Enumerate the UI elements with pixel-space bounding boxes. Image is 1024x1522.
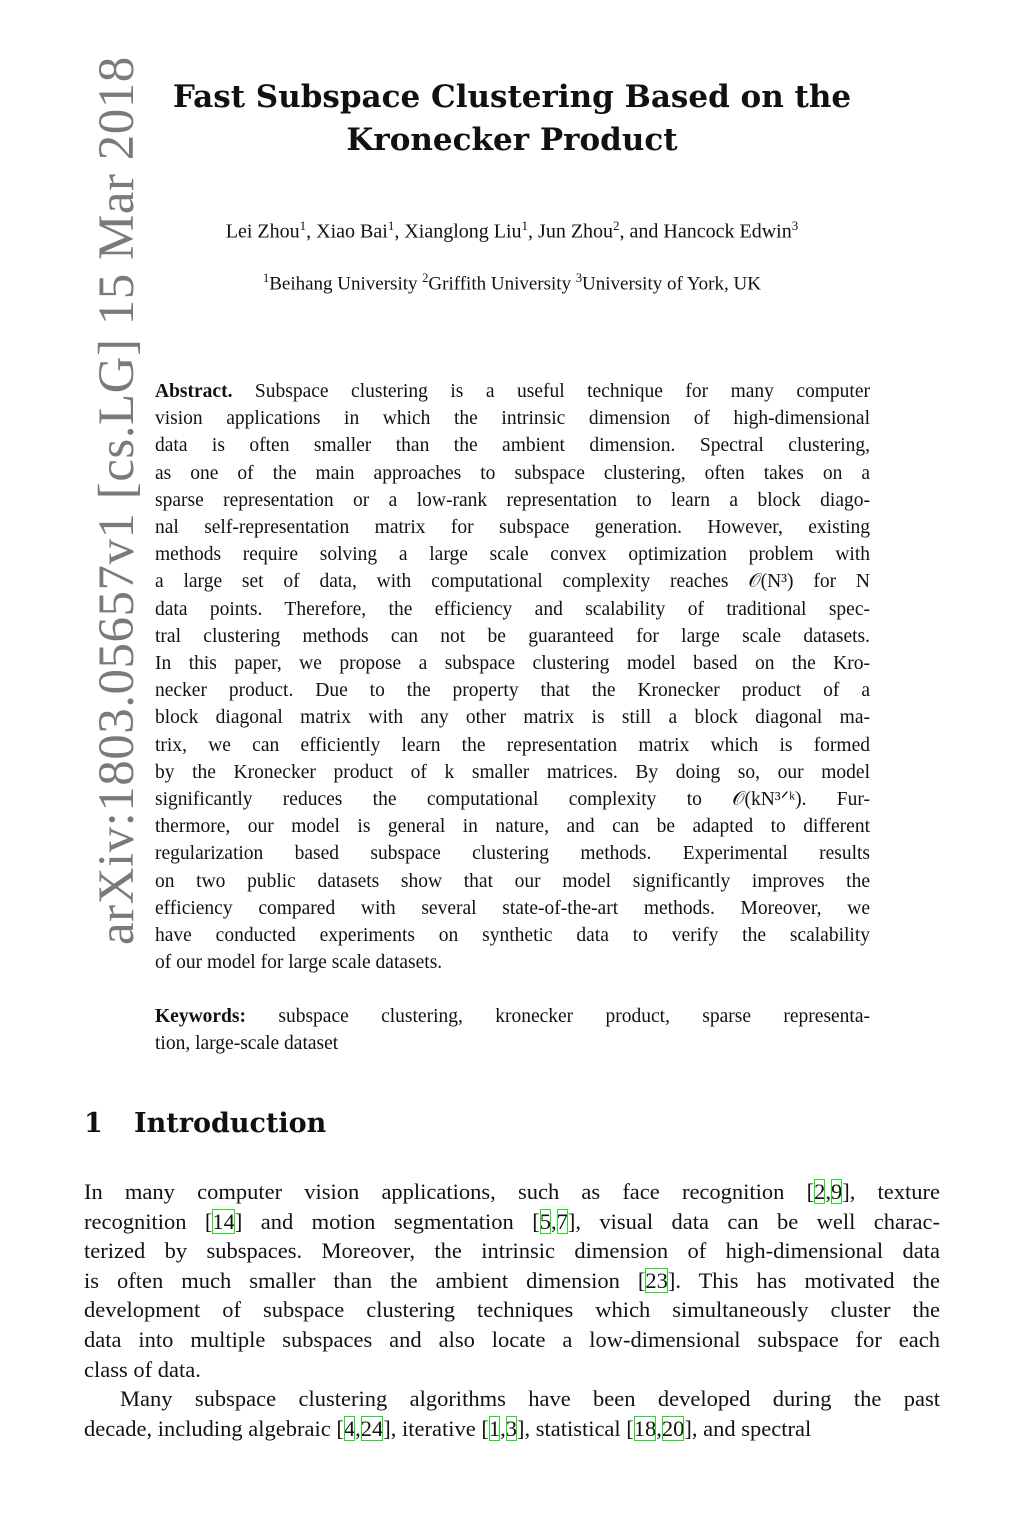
- text-segment: decade, including algebraic [: [84, 1415, 344, 1441]
- paragraph: [84, 1177, 940, 1384]
- citation-link[interactable]: 9: [830, 1179, 843, 1204]
- text-segment: ,: [500, 1415, 506, 1441]
- abstract-line: [155, 704, 870, 731]
- author-separator: ,: [306, 220, 317, 243]
- text-line: [84, 1384, 940, 1414]
- abstract-line: [155, 949, 870, 976]
- abstract-text: sparse representation or a low-rank representation to learn a block diago-: [155, 489, 870, 511]
- affiliations: [0, 271, 1024, 295]
- section-number: 1: [84, 1108, 103, 1139]
- paragraph: [84, 1384, 940, 1443]
- abstract-text: by the Kronecker product of k smaller matrices. By doing so, our model: [155, 761, 870, 783]
- abstract-text: vision applications in which the intrinsic dimension of high-dimensional: [155, 408, 870, 430]
- citation-link[interactable]: 4: [343, 1415, 356, 1441]
- abstract-line: [155, 813, 870, 840]
- text-line: [84, 1355, 940, 1385]
- citation-link[interactable]: 14: [212, 1208, 235, 1234]
- abstract-text: In this paper, we propose a subspace clustering model based on the Kro-: [155, 653, 870, 675]
- abstract-text: data points. Therefore, the efficiency and scalability of traditional spec-: [155, 598, 870, 620]
- abstract-text: have conducted experiments on synthetic data to verify the scalability: [155, 925, 870, 947]
- abstract-line: [155, 541, 870, 568]
- abstract-line: [155, 677, 870, 704]
- abstract-text: on two public datasets show that our model significantly improves the: [155, 870, 870, 892]
- author-separator: , and: [619, 220, 664, 243]
- citation-link[interactable]: 5: [539, 1208, 551, 1234]
- citation-link[interactable]: 1: [488, 1415, 501, 1441]
- abstract-text: necker product. Due to the property that the Kronecker product of a: [155, 680, 870, 702]
- abstract-line: [155, 596, 870, 623]
- text-line: [84, 1207, 940, 1237]
- text-segment: ], iterative [: [383, 1415, 489, 1441]
- text-segment: development of subspace clustering techniques which simultaneously cluster the: [84, 1297, 940, 1323]
- citation-link[interactable]: 3: [505, 1415, 517, 1441]
- author-name: Hancock Edwin: [663, 220, 792, 243]
- text-segment: ]. This has motivated the: [667, 1267, 940, 1293]
- abstract-line: [155, 460, 870, 487]
- abstract-line: [155, 732, 870, 759]
- author-separator: ,: [528, 220, 539, 243]
- author-affiliation-mark: 1: [387, 218, 395, 233]
- abstract-line: [155, 650, 870, 677]
- text-segment: ,: [550, 1208, 557, 1234]
- text-line: [84, 1414, 940, 1444]
- text-line: [84, 1177, 940, 1207]
- text-line: [84, 1236, 940, 1266]
- text-segment: ], statistical [: [516, 1415, 634, 1441]
- text-segment: data into multiple subspaces and also locate a low-dimensional subspace for each: [84, 1326, 940, 1352]
- abstract-line: [155, 378, 870, 405]
- abstract-text: block diagonal matrix with any other matrix is still a block diagonal ma-: [155, 707, 870, 729]
- abstract-text: data is often smaller than the ambient dimension. Spectral clustering,: [155, 435, 870, 457]
- section-title: Introduction: [134, 1108, 327, 1139]
- abstract-text: Subspace clustering is a useful technique for many computer: [254, 381, 870, 402]
- title-line-1: Fast Subspace Clustering Based on the: [172, 79, 852, 115]
- author-affiliation-mark: 1: [521, 218, 529, 233]
- text-segment: ,: [825, 1179, 831, 1204]
- paper-title: [0, 76, 1024, 162]
- citation-link[interactable]: 23: [645, 1267, 668, 1293]
- abstract-text: thermore, our model is general in nature, and can be adapted to different: [155, 816, 870, 838]
- abstract-text: of our model for large scale datasets.: [155, 952, 443, 974]
- abstract-line: [155, 868, 870, 895]
- abstract-text: nal self-representation matrix for subspace generation. However, existing: [155, 517, 870, 539]
- author-list: [0, 218, 1024, 244]
- affiliation-mark: 2: [422, 271, 429, 285]
- citation-link[interactable]: 2: [814, 1179, 826, 1204]
- abstract-line: [155, 786, 870, 813]
- text-segment: ] and motion segmentation [: [234, 1208, 540, 1234]
- text-segment: ,: [355, 1415, 361, 1441]
- text-segment: recognition [: [84, 1208, 213, 1234]
- text-line: [84, 1266, 940, 1296]
- abstract-line: [155, 487, 870, 514]
- keywords-label: Keywords:: [155, 1006, 246, 1027]
- abstract-line: [155, 568, 870, 595]
- author-name: Xiao Bai: [316, 220, 388, 243]
- abstract-line: [155, 432, 870, 459]
- abstract: [155, 378, 870, 976]
- abstract-line: [155, 623, 870, 650]
- abstract-text: significantly reduces the computational complexity to 𝒪(kN³ᐟᵏ). Fur-: [155, 789, 870, 811]
- affiliation-name: Beihang University: [269, 273, 423, 295]
- citation-link[interactable]: 18: [633, 1415, 657, 1441]
- citation-link[interactable]: 24: [360, 1415, 384, 1441]
- author-affiliation-mark: 1: [299, 218, 307, 233]
- text-line: [84, 1295, 940, 1325]
- author-separator: ,: [394, 220, 405, 243]
- abstract-text: efficiency compared with several state-of-the-art methods. Moreover, we: [155, 897, 870, 919]
- text-segment: ], and spectral: [684, 1415, 812, 1441]
- text-segment: terized by subspaces. Moreover, the intrinsic dimension of high-dimensional data: [84, 1238, 940, 1264]
- keywords-line: [155, 1030, 870, 1057]
- keywords: [155, 1003, 870, 1057]
- affiliation-name: Griffith University: [428, 273, 576, 295]
- author-name: Jun Zhou: [538, 220, 614, 243]
- abstract-line: [155, 405, 870, 432]
- text-segment: class of data.: [84, 1356, 201, 1382]
- affiliation-mark: 1: [263, 271, 270, 285]
- abstract-text: methods require solving a large scale convex optimization problem with: [155, 544, 870, 566]
- author-name: Lei Zhou: [225, 220, 300, 243]
- affiliation-mark: 3: [575, 271, 583, 285]
- abstract-text: trix, we can efficiently learn the representation matrix which is formed: [155, 734, 870, 756]
- author-affiliation-mark: 2: [613, 218, 620, 233]
- text-segment: ], texture: [842, 1179, 941, 1204]
- text-line: [84, 1325, 940, 1355]
- text-segment: Many subspace clustering algorithms have been developed during the past: [120, 1386, 940, 1412]
- citation-link[interactable]: 7: [556, 1208, 568, 1234]
- section-heading: [84, 1108, 326, 1139]
- arxiv-identifier: arXiv:1803.05657v1 [cs.LG] 15 Mar 2018: [89, 56, 145, 945]
- keywords-line: [155, 1003, 870, 1030]
- abstract-text: a large set of data, with computational complexity reaches 𝒪(N³) for N: [155, 571, 870, 593]
- keywords-text: tion, large-scale dataset: [155, 1033, 339, 1055]
- abstract-text: tral clustering methods can not be guaranteed for large scale datasets.: [155, 625, 870, 647]
- abstract-line: [155, 922, 870, 949]
- author-name: Xianglong Liu: [404, 220, 522, 243]
- abstract-text: as one of the main approaches to subspace clustering, often takes on a: [155, 462, 870, 484]
- text-segment: ], visual data can be well charac-: [567, 1208, 940, 1234]
- abstract-line: [155, 840, 870, 867]
- title-line-2: Kronecker Product: [346, 122, 678, 158]
- abstract-label: Abstract.: [155, 381, 233, 402]
- introduction-body: [84, 1177, 940, 1443]
- keywords-text: subspace clustering, kronecker product, sparse representa-: [278, 1006, 870, 1027]
- abstract-line: [155, 759, 870, 786]
- abstract-line: [155, 514, 870, 541]
- abstract-line: [155, 895, 870, 922]
- text-segment: In many computer vision applications, such as face recognition [: [84, 1179, 815, 1204]
- citation-link[interactable]: 20: [661, 1415, 685, 1441]
- text-segment: ,: [656, 1415, 662, 1441]
- author-affiliation-mark: 3: [791, 218, 799, 233]
- affiliation-name: University of York, UK: [582, 273, 761, 295]
- text-segment: is often much smaller than the ambient dimension [: [84, 1267, 646, 1293]
- abstract-text: regularization based subspace clustering methods. Experimental results: [155, 843, 870, 865]
